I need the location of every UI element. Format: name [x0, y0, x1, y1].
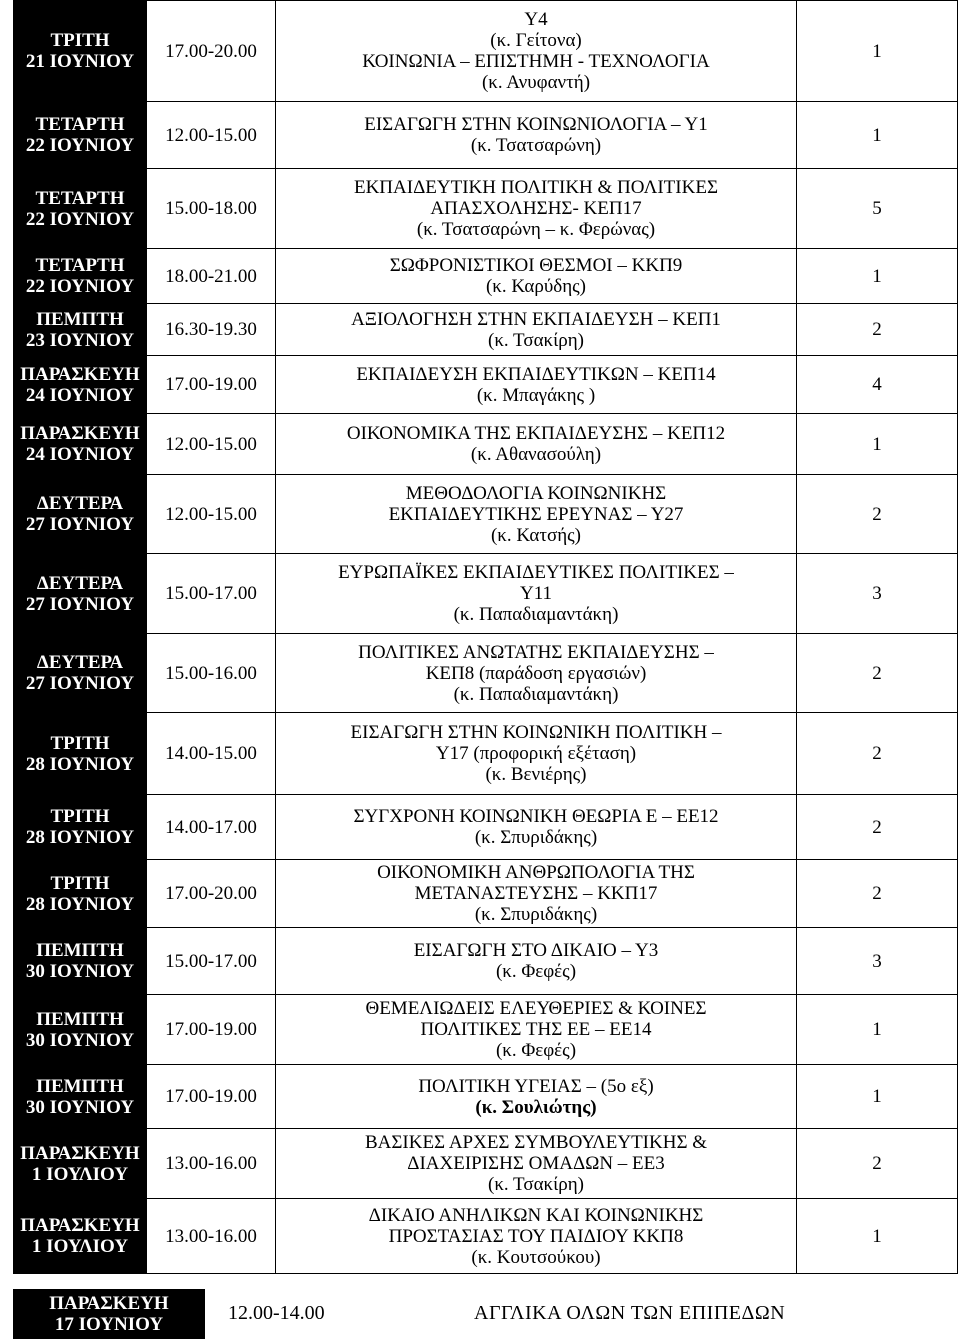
exam-date: 30 ΙΟΥΝΙΟΥ: [25, 961, 135, 982]
exam-day: ΠΕΜΠΤΗ: [36, 1008, 124, 1030]
exam-room: 2: [797, 713, 958, 795]
exam-day: ΤΕΤΑΡΤΗ: [35, 255, 125, 276]
exam-day: ΤΡΙΤΗ: [50, 732, 110, 754]
exam-course-line: Υ4: [524, 9, 548, 30]
exam-time: 13.00-16.00: [147, 1129, 276, 1199]
exam-day-cell: [14, 1065, 147, 1129]
exam-room: 4: [797, 356, 958, 414]
english-exam-date: 17 ΙΟΥΝΙΟΥ: [54, 1314, 164, 1335]
exam-course-line: ΑΠΑΣΧΟΛΗΣΗΣ- ΚΕΠ17: [430, 198, 642, 219]
exam-course-cell: [276, 1129, 797, 1199]
exam-day: ΤΡΙΤΗ: [50, 806, 110, 827]
exam-day: ΠΑΡΑΣΚΕΥΗ: [20, 1215, 140, 1236]
exam-day: ΠΕΜΠΤΗ: [36, 940, 124, 961]
exam-row: [14, 1065, 958, 1129]
exam-instructor: (κ. Αθανασούλη): [470, 444, 602, 465]
exam-course-line: ΘΕΜΕΛΙΩΔΕΙΣ ΕΛΕΥΘΕΡΙΕΣ & ΚΟΙΝΕΣ: [365, 998, 707, 1019]
exam-course-cell: [276, 414, 797, 475]
exam-day: ΠΕΜΠΤΗ: [36, 308, 124, 330]
exam-room: 1: [797, 414, 958, 475]
exam-day: ΤΡΙΤΗ: [50, 30, 110, 51]
exam-instructor: (κ. Ανυφαντή): [481, 72, 591, 93]
exam-room: 2: [797, 475, 958, 554]
exam-time: 15.00-17.00: [147, 554, 276, 634]
exam-course-cell: [276, 995, 797, 1065]
exam-date: 1 ΙΟΥΛΙΟΥ: [31, 1236, 129, 1257]
exam-course-line: ΒΑΣΙΚΕΣ ΑΡΧΕΣ ΣΥΜΒΟΥΛΕΥΤΙΚΗΣ &: [364, 1132, 708, 1153]
exam-instructor: (κ. Σπυριδάκης): [474, 904, 598, 925]
exam-course-line: ΠΟΛΙΤΙΚΕΣ ΤΗΣ ΕΕ – ΕΕ14: [420, 1019, 652, 1040]
exam-room: 1: [797, 249, 958, 304]
exam-course-line: ΟΙΚΟΝΟΜΙΚΗ ΑΝΘΡΩΠΟΛΟΓΙΑ ΤΗΣ: [377, 862, 695, 883]
exam-instructor: (κ. Τσακίρη): [488, 329, 584, 351]
exam-day-cell: [14, 713, 147, 795]
exam-course-line: ΕΚΠΑΙΔΕΥΤΙΚΗΣ ΕΡΕΥΝΑΣ – Υ27: [388, 503, 684, 525]
exam-course-line: ΚΟΙΝΩΝΙΑ – ΕΠΙΣΤΗΜΗ - ΤΕΧΝΟΛΟΓΙΑ: [362, 51, 710, 72]
exam-day: ΔΕΥΤΕΡΑ: [36, 652, 124, 673]
exam-time: 16.30-19.30: [147, 304, 276, 356]
exam-time: 17.00-20.00: [147, 860, 276, 928]
exam-day-cell: [14, 1, 147, 102]
exam-time: 17.00-19.00: [147, 1065, 276, 1129]
exam-course-cell: [276, 634, 797, 713]
exam-time: 14.00-15.00: [147, 713, 276, 795]
exam-day: ΠΑΡΑΣΚΕΥΗ: [20, 363, 140, 385]
english-exam-time: 12.00-14.00: [228, 1302, 325, 1324]
exam-day: ΤΕΤΑΡΤΗ: [35, 187, 125, 209]
exam-room: 2: [797, 1129, 958, 1199]
exam-time: 15.00-18.00: [147, 169, 276, 249]
exam-instructor: (κ. Παπαδιαμαντάκη): [453, 683, 619, 705]
exam-time: 12.00-15.00: [147, 475, 276, 554]
exam-course-line: ΠΟΛΙΤΙΚΗ ΥΓΕΙΑΣ – (5ο εξ): [418, 1075, 654, 1097]
exam-row: [14, 554, 958, 634]
exam-room: 2: [797, 860, 958, 928]
exam-row: [14, 475, 958, 554]
exam-row: [14, 102, 958, 169]
exam-course-line: ΕΥΡΩΠΑΪΚΕΣ ΕΚΠΑΙΔΕΥΤΙΚΕΣ ΠΟΛΙΤΙΚΕΣ –: [338, 562, 734, 583]
exam-time: 17.00-20.00: [147, 1, 276, 102]
exam-row: [14, 1199, 958, 1274]
exam-instructor: (κ. Τσατσαρώνη): [470, 135, 602, 156]
exam-course-cell: [276, 102, 797, 169]
exam-instructor: (κ. Παπαδιαμαντάκη): [453, 604, 619, 625]
exam-course-line: ΣΥΓΧΡΟΝΗ ΚΟΙΝΩΝΙΚΗ ΘΕΩΡΙΑ Ε – ΕΕ12: [353, 806, 719, 827]
exam-row: [14, 304, 958, 356]
exam-course-line: ΟΙΚΟΝΟΜΙΚΑ ΤΗΣ ΕΚΠΑΙΔΕΥΣΗΣ – ΚΕΠ12: [346, 423, 726, 444]
exam-course-line: ΔΙΑΧΕΙΡΙΣΗΣ ΟΜΑΔΩΝ – ΕΕ3: [407, 1153, 665, 1174]
exam-row: [14, 634, 958, 713]
exam-instructor: (κ. Κατσής): [490, 524, 582, 546]
exam-course-cell: [276, 860, 797, 928]
exam-course-line: Υ17 (προφορική εξέταση): [435, 743, 637, 764]
exam-course-line: ΣΩΦΡΟΝΙΣΤΙΚΟΙ ΘΕΣΜΟΙ – ΚΚΠ9: [389, 255, 683, 276]
exam-day-cell: [14, 304, 147, 356]
exam-day-cell: [14, 554, 147, 634]
exam-instructor: (κ. Μπαγάκης ): [476, 384, 596, 406]
exam-day: ΠΑΡΑΣΚΕΥΗ: [20, 1142, 140, 1164]
exam-day-cell: [14, 795, 147, 860]
exam-course-cell: [276, 249, 797, 304]
exam-course-line: ΚΕΠ8 (παράδοση εργασιών): [425, 662, 647, 684]
exam-day-cell: [14, 928, 147, 995]
exam-day-cell: [14, 169, 147, 249]
exam-instructor: (κ. Φεφές): [495, 1040, 577, 1061]
exam-date: 22 ΙΟΥΝΙΟΥ: [25, 135, 135, 156]
exam-time: 13.00-16.00: [147, 1199, 276, 1274]
exam-time: 14.00-17.00: [147, 795, 276, 860]
exam-row: [14, 414, 958, 475]
exam-date: 28 ΙΟΥΝΙΟΥ: [25, 893, 135, 915]
exam-day: ΤΡΙΤΗ: [50, 872, 110, 894]
exam-row: [14, 1, 958, 102]
exam-date: 22 ΙΟΥΝΙΟΥ: [25, 208, 135, 230]
exam-course-cell: [276, 713, 797, 795]
exam-date: 24 ΙΟΥΝΙΟΥ: [25, 444, 135, 465]
exam-time: 15.00-17.00: [147, 928, 276, 995]
exam-course-line: ΕΙΣΑΓΩΓΗ ΣΤΟ ΔΙΚΑΙΟ – Υ3: [413, 940, 659, 961]
exam-course-line: ΕΙΣΑΓΩΓΗ ΣΤΗΝ ΚΟΙΝΩΝΙΟΛΟΓΙΑ – Υ1: [364, 114, 708, 135]
exam-course-cell: [276, 475, 797, 554]
exam-course-line: ΕΙΣΑΓΩΓΗ ΣΤΗΝ ΚΟΙΝΩΝΙΚΗ ΠΟΛΙΤΙΚΗ –: [350, 722, 722, 743]
exam-date: 21 ΙΟΥΝΙΟΥ: [25, 51, 135, 72]
exam-course-cell: [276, 356, 797, 414]
exam-day-cell: [14, 414, 147, 475]
exam-schedule-table: [13, 0, 958, 1274]
exam-room: 2: [797, 304, 958, 356]
exam-day-cell: [14, 102, 147, 169]
exam-course-line: ΜΕΤΑΝΑΣΤΕΥΣΗΣ – ΚΚΠ17: [414, 883, 658, 904]
exam-date: 27 ΙΟΥΝΙΟΥ: [25, 514, 135, 535]
exam-day-cell: [14, 995, 147, 1065]
exam-instructor: (κ. Τσατσαρώνη – κ. Φερώνας): [416, 219, 656, 240]
exam-day: ΠΕΜΠΤΗ: [36, 1075, 124, 1097]
exam-instructor: (κ. Βενιέρης): [485, 764, 587, 785]
exam-course-line: Υ11: [519, 583, 553, 604]
exam-day: ΠΑΡΑΣΚΕΥΗ: [20, 423, 140, 444]
exam-course-cell: [276, 304, 797, 356]
exam-day-cell: [14, 475, 147, 554]
exam-time: 15.00-16.00: [147, 634, 276, 713]
exam-day: ΔΕΥΤΕΡΑ: [36, 572, 124, 594]
exam-room: 1: [797, 1, 958, 102]
exam-course-cell: [276, 554, 797, 634]
exam-row: [14, 860, 958, 928]
exam-day-cell: [14, 1199, 147, 1274]
exam-course-cell: [276, 928, 797, 995]
exam-instructor: (κ. Σουλιώτης): [475, 1096, 597, 1118]
exam-day: ΤΕΤΑΡΤΗ: [35, 114, 125, 135]
exam-date: 28 ΙΟΥΝΙΟΥ: [25, 827, 135, 848]
exam-day-cell: [14, 634, 147, 713]
exam-row: [14, 356, 958, 414]
exam-row: [14, 169, 958, 249]
english-exam-title: ΑΓΓΛΙΚΑ ΟΛΩΝ ΤΩΝ ΕΠΙΠΕΔΩΝ: [474, 1302, 786, 1324]
exam-course-cell: [276, 795, 797, 860]
exam-room: 5: [797, 169, 958, 249]
exam-day: ΔΕΥΤΕΡΑ: [36, 493, 124, 514]
exam-date: 24 ΙΟΥΝΙΟΥ: [25, 384, 135, 406]
exam-room: 2: [797, 634, 958, 713]
exam-course-cell: [276, 1199, 797, 1274]
exam-instructor: (κ. Σπυριδάκης): [474, 827, 598, 848]
exam-room: 3: [797, 928, 958, 995]
exam-course-cell: [276, 1065, 797, 1129]
exam-day-cell: [14, 1129, 147, 1199]
exam-date: 27 ΙΟΥΝΙΟΥ: [25, 593, 135, 615]
exam-row: [14, 928, 958, 995]
english-exam-day: ΠΑΡΑΣΚΕΥΗ: [49, 1293, 169, 1314]
exam-instructor: (κ. Τσακίρη): [488, 1174, 584, 1195]
exam-time: 12.00-15.00: [147, 414, 276, 475]
exam-day-cell: [14, 249, 147, 304]
exam-course-line: ΜΕΘΟΔΟΛΟΓΙΑ ΚΟΙΝΩΝΙΚΗΣ: [405, 482, 667, 504]
exam-course-line: ΕΚΠΑΙΔΕΥΣΗ ΕΚΠΑΙΔΕΥΤΙΚΩΝ – ΚΕΠ14: [356, 363, 716, 385]
exam-date: 27 ΙΟΥΝΙΟΥ: [25, 673, 135, 694]
exam-date: 1 ΙΟΥΛΙΟΥ: [31, 1163, 129, 1185]
exam-instructor: (κ. Καρύδης): [485, 276, 586, 297]
exam-course-line: ΔΙΚΑΙΟ ΑΝΗΛΙΚΩΝ ΚΑΙ ΚΟΙΝΩΝΙΚΗΣ: [368, 1204, 704, 1226]
exam-row: [14, 249, 958, 304]
exam-row: [14, 1129, 958, 1199]
exam-course-line: ΠΟΛΙΤΙΚΕΣ ΑΝΩΤΑΤΗΣ ΕΚΠΑΙΔΕΥΣΗΣ –: [358, 641, 714, 663]
english-exam-day-cell: [14, 1290, 205, 1339]
exam-date: 23 ΙΟΥΝΙΟΥ: [25, 329, 135, 351]
exam-course-cell: [276, 1, 797, 102]
exam-date: 30 ΙΟΥΝΙΟΥ: [25, 1029, 135, 1051]
exam-time: 18.00-21.00: [147, 249, 276, 304]
exam-time: 17.00-19.00: [147, 995, 276, 1065]
exam-room: 1: [797, 102, 958, 169]
exam-instructor: (κ. Φεφές): [495, 961, 577, 982]
exam-date: 22 ΙΟΥΝΙΟΥ: [25, 276, 135, 297]
exam-room: 1: [797, 995, 958, 1065]
exam-day-cell: [14, 356, 147, 414]
exam-instructor: (κ. Κουτσούκου): [471, 1246, 601, 1268]
exam-room: 1: [797, 1065, 958, 1129]
exam-date: 28 ΙΟΥΝΙΟΥ: [25, 753, 135, 775]
exam-room: 3: [797, 554, 958, 634]
exam-row: [14, 795, 958, 860]
exam-course-line: ΠΡΟΣΤΑΣΙΑΣ ΤΟΥ ΠΑΙΔΙΟΥ ΚΚΠ8: [388, 1225, 684, 1247]
exam-course-line: ΑΞΙΟΛΟΓΗΣΗ ΣΤΗΝ ΕΚΠΑΙΔΕΥΣΗ – ΚΕΠ1: [351, 308, 721, 330]
exam-instructor: (κ. Γείτονα): [490, 30, 582, 51]
english-exam-box: [13, 1289, 205, 1339]
exam-room: 2: [797, 795, 958, 860]
exam-date: 30 ΙΟΥΝΙΟΥ: [25, 1096, 135, 1118]
exam-time: 17.00-19.00: [147, 356, 276, 414]
exam-row: [14, 713, 958, 795]
exam-time: 12.00-15.00: [147, 102, 276, 169]
exam-room: 1: [797, 1199, 958, 1274]
exam-course-line: ΕΚΠΑΙΔΕΥΤΙΚΗ ΠΟΛΙΤΙΚΗ & ΠΟΛΙΤΙΚΕΣ: [353, 177, 718, 198]
exam-row: [14, 995, 958, 1065]
exam-day-cell: [14, 860, 147, 928]
exam-course-cell: [276, 169, 797, 249]
